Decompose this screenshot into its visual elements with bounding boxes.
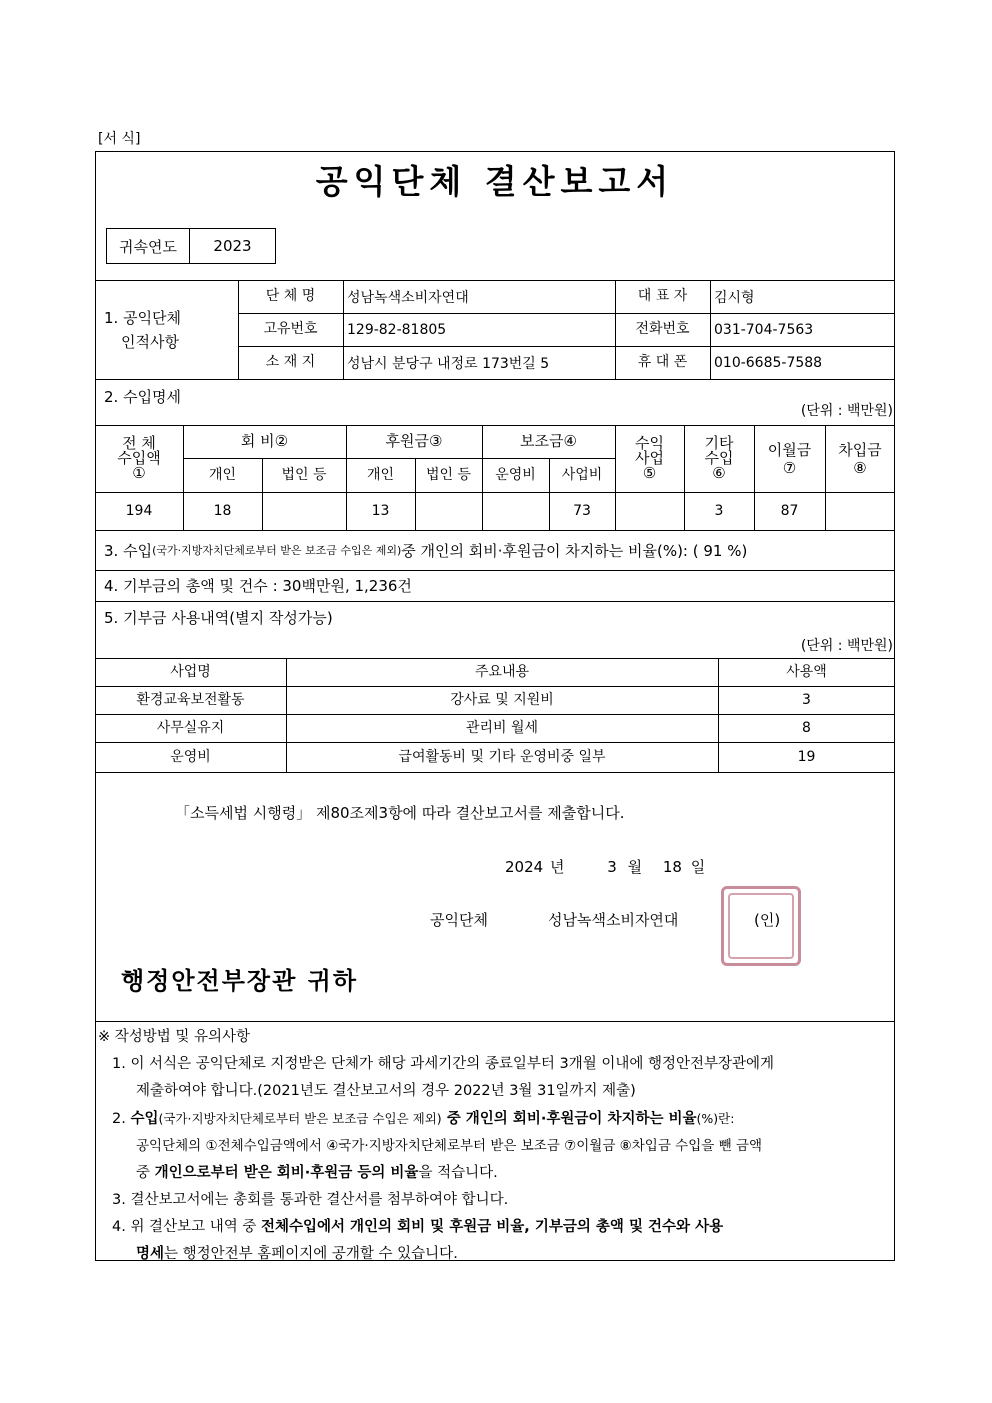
mobile-label: 휴 대 폰	[637, 354, 688, 371]
header-subsidy-project: 사업비	[561, 466, 603, 483]
instruction-4: 4. 위 결산보고 내역 중 전체수입에서 개인의 회비 및 후원금 비율, 기부금의 총액 및 건수와 사용	[112, 1219, 724, 1235]
seal-mark: (인)	[754, 911, 781, 929]
submission-date: 2024 년 3 월 18 일	[505, 858, 706, 876]
usage-header-project: 사업명	[170, 663, 211, 680]
reg-number-label: 고유번호	[263, 321, 318, 338]
value-other-income: 3	[714, 502, 724, 519]
section3-ratio: 3. 수입 (국가·지방자치단체로부터 받은 보조금 수입은 제외) 중 개인의 회비·후원금이 차지하는 비율(%): ( 91 %)	[104, 541, 748, 560]
value-donation-personal: 13	[371, 502, 390, 519]
org-name-value: 성남녹색소비자연대	[347, 289, 469, 306]
signer-label: 공익단체	[430, 911, 488, 929]
header-donation: 후원금③	[385, 431, 443, 450]
usage-row-content: 강사료 및 지원비	[450, 691, 554, 708]
reg-number-value: 129-82-81805	[347, 321, 447, 338]
header-business-income: 수익 사업 ⑤	[635, 434, 664, 482]
usage-row-amount: 8	[802, 719, 811, 736]
section4-donation-total: 4. 기부금의 총액 및 건수 : 30백만원, 1,236건	[104, 577, 412, 595]
fiscal-year-box	[106, 228, 276, 264]
header-loan: 차입금 ⑧	[838, 440, 882, 477]
form-label: [서 식]	[98, 131, 141, 147]
section2-label: 2. 수입명세	[104, 388, 182, 406]
value-business-income	[615, 492, 684, 530]
usage-header-content: 주요내용	[474, 663, 530, 680]
phone-label: 전화번호	[635, 321, 690, 338]
phone-value: 031-704-7563	[714, 321, 814, 338]
org-name-label: 단 체 명	[265, 288, 316, 305]
representative-label: 대 표 자	[637, 288, 688, 305]
instruction-1: 1. 이 서식은 공익단체로 지정받은 단체가 해당 과세기간의 종료일부터 3개월 이내에 행정안전부장관에게	[112, 1056, 775, 1072]
value-fee-corp	[262, 492, 346, 530]
instruction-3: 3. 결산보고서에는 총회를 통과한 결산서를 첨부하여야 합니다.	[112, 1192, 509, 1208]
usage-header-amount: 사용액	[786, 663, 827, 680]
section2-unit: (단위 : 백만원)	[800, 403, 893, 419]
header-membership-fee: 회 비②	[240, 431, 289, 450]
value-total-income: 194	[125, 502, 153, 519]
signer-name: 성남녹색소비자연대	[548, 911, 679, 929]
usage-row-content: 급여활동비 및 기타 운영비중 일부	[398, 748, 606, 765]
instruction-2-end: 중 개인으로부터 받은 회비·후원금 등의 비율을 적습니다.	[136, 1165, 498, 1181]
usage-row-amount: 19	[797, 748, 816, 765]
usage-row-amount: 3	[802, 691, 811, 708]
header-donation-corp: 법인 등	[425, 466, 472, 483]
header-fee-personal: 개인	[208, 466, 237, 483]
instructions-heading: ※ 작성방법 및 유의사항	[98, 1029, 251, 1045]
header-subsidy-operating: 운영비	[495, 466, 536, 483]
address-label: 소 재 지	[265, 354, 316, 371]
header-subsidy: 보조금④	[520, 431, 577, 450]
value-subsidy-operating	[482, 492, 549, 530]
section1-label: 1. 공익단체 인적사항	[104, 309, 182, 351]
header-fee-corp: 법인 등	[281, 466, 327, 483]
value-subsidy-project: 73	[573, 502, 591, 519]
usage-row-project: 운영비	[170, 748, 211, 765]
document-title: 공익단체 결산보고서	[315, 162, 675, 201]
instruction-2-cont: 공익단체의 ①전체수입금액에서 ④국가·지방자치단체로부터 받은 보조금 ⑦이월금 ⑧차입금 수입을 뺀 금액	[136, 1138, 763, 1154]
header-total-income: 전 체 수입액 ①	[117, 434, 161, 482]
value-donation-corp	[415, 492, 482, 530]
section5-label: 5. 기부금 사용내역(별지 작성가능)	[104, 609, 333, 627]
representative-value: 김시형	[714, 289, 755, 306]
fiscal-year-label: 귀속연도	[107, 229, 190, 263]
instruction-1-cont: 제출하여야 합니다.(2021년도 결산보고서의 경우 2022년 3월 31일까지 제출)	[136, 1083, 636, 1099]
mobile-value: 010-6685-7588	[714, 354, 823, 371]
header-carryover: 이월금 ⑦	[767, 440, 812, 477]
header-donation-personal: 개인	[366, 466, 395, 483]
usage-row-project: 사무실유지	[156, 719, 225, 736]
address-value: 성남시 분당구 내정로 173번길 5	[347, 355, 550, 372]
instruction-4-cont: 명세는 행정안전부 홈페이지에 공개할 수 있습니다.	[136, 1246, 458, 1262]
section5-unit: (단위 : 백만원)	[800, 638, 893, 654]
instructions	[98, 1024, 892, 1268]
header-other-income: 기타 수입 ⑥	[704, 434, 734, 482]
instruction-2: 2. 수입(국가·지방자치단체로부터 받은 보조금 수입은 제외) 중 개인의 회비·후원금이 차지하는 비율(%)란:	[112, 1111, 735, 1127]
value-carryover: 87	[780, 502, 799, 519]
value-loan	[825, 492, 895, 530]
usage-row-content: 관리비 월세	[465, 719, 539, 736]
value-fee-personal: 18	[213, 502, 232, 519]
addressee: 행정안전부장관 귀하	[121, 966, 359, 995]
declaration-text: 「소득세법 시행령」 제80조제3항에 따라 결산보고서를 제출합니다.	[175, 804, 625, 822]
usage-row-project: 환경교육보전활동	[136, 691, 245, 708]
fiscal-year-value: 2023	[213, 237, 252, 255]
